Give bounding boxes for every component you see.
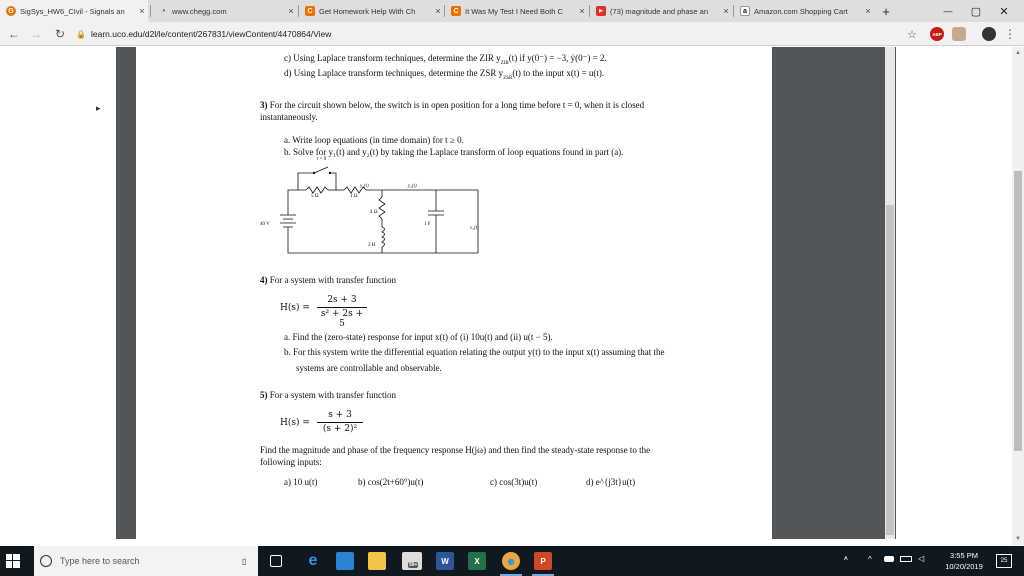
input-d: d) e^{j3t}u(t) — [586, 477, 636, 487]
inductor-2h — [382, 227, 385, 253]
people-icon[interactable]: ᴬ — [844, 555, 848, 564]
transfer-function-5-lhs: H(s) = — [280, 418, 310, 428]
lock-icon: 🔒 — [76, 29, 86, 39]
globe-icon: ◔ — [159, 5, 167, 17]
left-panel — [0, 47, 116, 545]
tab-amazon[interactable] — [734, 0, 874, 22]
system-clock[interactable] — [940, 550, 988, 572]
tab-chegg[interactable] — [152, 0, 297, 22]
show-hidden-icons-icon[interactable]: ^ — [868, 555, 872, 564]
side-panel-toggle-icon[interactable]: ▸ — [96, 103, 101, 113]
mail-badge: 99+ — [409, 562, 418, 568]
tab-close-icon[interactable]: × — [435, 6, 441, 16]
question-4: 4) For a system with transfer function — [260, 275, 396, 285]
tab-youtube[interactable] — [590, 0, 732, 22]
switch — [314, 167, 328, 173]
inductor-label: 2 H — [368, 243, 376, 248]
tab-label: Amazon.com Shopping Cart — [754, 6, 848, 16]
tab-close-icon[interactable]: × — [288, 6, 294, 16]
tab-close-icon[interactable]: × — [723, 6, 729, 16]
r2-label: 1 Ω — [350, 194, 358, 199]
tab-close-icon[interactable]: × — [865, 6, 871, 16]
bookmark-star-icon[interactable]: ☆ — [907, 28, 917, 41]
page-viewport — [0, 47, 1024, 545]
vc-label: v꜀(t) — [470, 226, 479, 231]
back-button[interactable]: ← — [8, 27, 20, 41]
question-3b: b. Solve for y₁(t) and y₂(t) by taking the Laplace transform of loop equations found in part (a). — [284, 147, 624, 157]
tab-separator — [150, 5, 151, 17]
new-tab-button[interactable]: + — [882, 3, 890, 19]
document-scrollbar-thumb[interactable] — [886, 205, 894, 535]
y1-label: y₁(t) — [360, 184, 369, 189]
amazon-icon: a — [740, 6, 750, 16]
browser-menu-icon[interactable]: ⋮ — [1004, 27, 1016, 41]
tab-homework-help[interactable] — [299, 0, 444, 22]
avatar[interactable] — [982, 27, 996, 41]
powerpoint-icon[interactable]: P — [534, 552, 552, 570]
scroll-up-icon[interactable]: ▲ — [1015, 50, 1021, 56]
notification-icon[interactable] — [996, 554, 1012, 568]
tab-label: SigSys_HW6_CIvil - Signals an — [20, 6, 125, 16]
input-c: c) cos(3t)u(t) — [490, 477, 538, 487]
transfer-function-5-num: s + 3 — [328, 410, 352, 420]
question-5: 5) For a system with transfer function — [260, 390, 396, 400]
battery-icon[interactable] — [900, 556, 912, 562]
extension-icon[interactable] — [952, 27, 966, 41]
close-window-button[interactable]: ✕ — [999, 5, 1009, 18]
volume-icon[interactable]: ◁ — [918, 554, 925, 563]
document-scrollbar[interactable] — [885, 47, 895, 539]
excel-icon[interactable]: X — [468, 552, 486, 570]
tab-close-icon[interactable]: × — [139, 6, 145, 16]
question-5-find-cont: following inputs: — [260, 457, 322, 467]
tab-test[interactable] — [445, 0, 588, 22]
transfer-function-4-den: s² + 2s + 5 — [320, 309, 364, 329]
question-3a: a. Write loop equations (in time domain) for t ≥ 0. — [284, 135, 464, 145]
page-scrollbar-thumb[interactable] — [1014, 171, 1022, 451]
forward-button[interactable]: → — [30, 27, 42, 41]
question-5-find: Find the magnitude and phase of the frequency response H(jω) and then find the steady-state response to the — [260, 445, 651, 455]
tab-label: Get Homework Help With Ch — [319, 6, 416, 16]
chegg-icon: C — [451, 6, 461, 16]
windows-start-button[interactable] — [6, 554, 20, 568]
question-4b-cont: systems are controllable and observable. — [296, 363, 442, 373]
question-4b: b. For this system write the differential equation relating the output y(t) to the input x(t) assuming that the — [284, 347, 665, 357]
minimize-button[interactable]: — — [943, 6, 953, 16]
fraction-bar — [317, 307, 367, 308]
switch-label: t = 0 — [317, 157, 327, 162]
network-icon[interactable] — [884, 556, 894, 562]
transfer-function-5-den: (s + 2)² — [322, 424, 358, 434]
url-text: learn.uco.edu/d2l/le/content/267831/viewContent/4470864/View — [91, 29, 332, 39]
clock-date: 10/20/2019 — [945, 562, 983, 571]
windows-logo-icon — [6, 554, 20, 568]
notification-count: 25 — [1000, 558, 1008, 564]
r3-label: 4 Ω — [370, 210, 378, 215]
transfer-function-4-lhs: H(s) = — [280, 303, 310, 313]
y2-label: y₂(t) — [408, 184, 417, 189]
question-2d: d) Using Laplace transform techniques, determine the ZSR $y_{ZSR}(t)$ to the input x(t) = u(t). — [284, 68, 605, 81]
store-icon[interactable] — [336, 552, 354, 570]
capacitor-label: 1 F — [424, 222, 431, 227]
question-2c: c) Using Laplace transform techniques, determine the ZIR $y_{ZIR}(t)$ if y(0⁻) = −3, ẏ(0⁻) = 2. — [284, 53, 607, 66]
transfer-function-4-num: 2s + 3 — [327, 295, 357, 305]
address-bar — [0, 22, 1024, 46]
input-a: a) 10 u(t) — [284, 477, 318, 487]
tab-label: It Was My Test I Need Both C — [465, 6, 563, 16]
pdf-page — [136, 47, 772, 539]
tab-strip — [0, 0, 1024, 22]
microphone-icon[interactable]: ▯ — [242, 556, 247, 566]
youtube-icon: ▶ — [596, 6, 606, 16]
question-3-cont: instantaneously. — [260, 112, 318, 122]
clock-time: 3:55 PM — [950, 551, 978, 560]
question-4a: a. Find the (zero-state) response for input x(t) of (i) 10u(t) and (ii) u(t − 5). — [284, 332, 553, 342]
scroll-down-icon[interactable]: ▼ — [1015, 536, 1021, 542]
mail-icon[interactable] — [402, 552, 422, 570]
url-input[interactable] — [76, 25, 928, 43]
question-3: 3) For the circuit shown below, the switch is in open position for a long time before t = 0, when it is closed — [260, 100, 645, 110]
chrome-icon[interactable]: ◉ — [502, 552, 520, 570]
tab-favicon-icon: G — [6, 6, 16, 16]
file-explorer-icon[interactable] — [368, 552, 386, 570]
search-placeholder: Type here to search — [60, 556, 140, 566]
page-scrollbar[interactable] — [1012, 47, 1024, 545]
edge-icon[interactable]: e — [308, 552, 318, 569]
tab-label: www.chegg.com — [172, 6, 227, 16]
tab-label: (73) magnitude and phase an — [610, 6, 708, 16]
fraction-bar — [317, 422, 363, 423]
taskbar-search-input[interactable] — [34, 546, 258, 576]
resistor-5ohm — [306, 187, 328, 193]
search-icon — [40, 555, 52, 567]
adblock-extension-icon[interactable]: ABP — [930, 27, 944, 41]
maximize-button[interactable]: ▢ — [970, 5, 982, 18]
tab-close-icon[interactable]: × — [579, 6, 585, 16]
input-b: b) cos(2t+60°)u(t) — [358, 477, 424, 487]
source-label: 40 V — [260, 222, 270, 227]
resistor-4ohm — [379, 190, 385, 227]
voltage-source — [280, 197, 478, 253]
chegg-icon: C — [305, 6, 315, 16]
tab-sigsys[interactable] — [0, 0, 148, 22]
r1-label: 5 Ω — [311, 194, 319, 199]
taskbar — [0, 546, 1024, 576]
circuit-diagram — [266, 155, 496, 263]
word-icon[interactable]: W — [436, 552, 454, 570]
task-view-icon[interactable] — [270, 555, 282, 567]
reload-button[interactable]: ↻ — [54, 27, 66, 41]
